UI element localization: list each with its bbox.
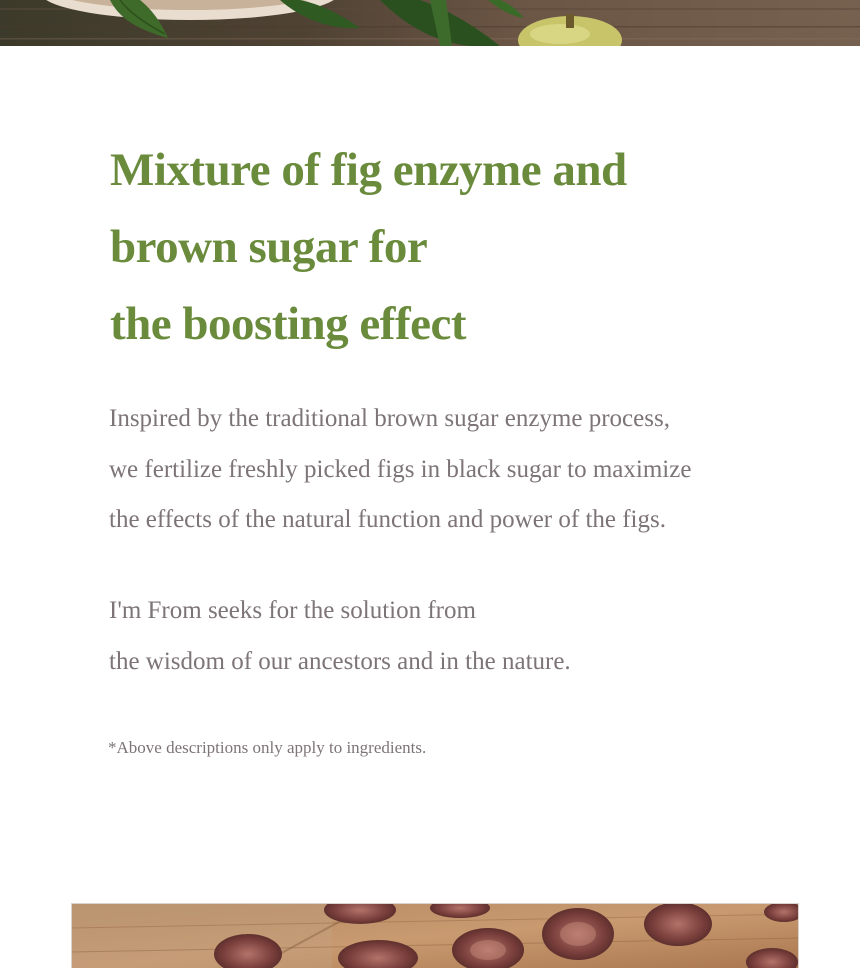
intro-line-2: we fertilize freshly picked figs in black sugar to maximize	[109, 455, 692, 483]
dried-figs-illustration	[72, 904, 799, 968]
intro-paragraph	[109, 394, 809, 546]
headline-line-1: Mixture of fig enzyme and	[110, 144, 627, 196]
bottom-product-photo	[71, 903, 799, 968]
top-product-photo	[0, 0, 860, 46]
brand-line-1: I'm From seeks for the solution from	[109, 597, 476, 624]
intro-line-3: the effects of the natural function and power of the figs.	[109, 506, 666, 533]
top-photo-illustration	[0, 0, 860, 46]
headline-line-2: brown sugar for	[110, 221, 428, 273]
ingredient-disclaimer: *Above descriptions only apply to ingredients.	[108, 738, 427, 757]
brand-line-2: the wisdom of our ancestors and in the nature.	[109, 647, 571, 675]
headline	[110, 132, 790, 363]
intro-line-1: Inspired by the traditional brown sugar enzyme process,	[109, 405, 670, 432]
headline-line-3: the boosting effect	[110, 298, 466, 350]
brand-paragraph	[109, 586, 809, 687]
